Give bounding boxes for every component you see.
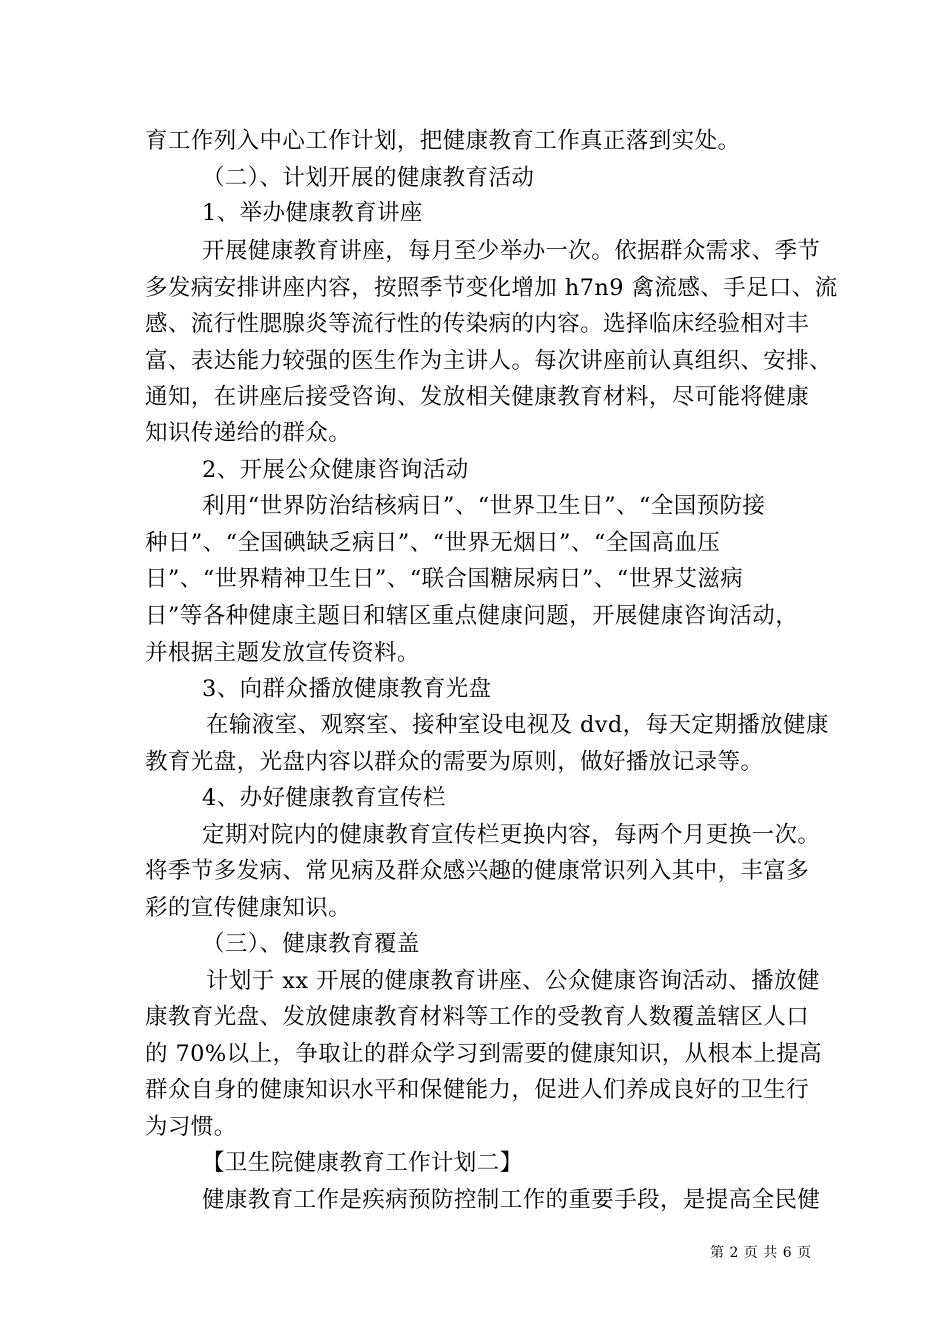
text-line: 感、流行性腮腺炎等流行性的传染病的内容。选择临床经验相对丰 (145, 311, 810, 337)
section-heading: （二）、计划开展的健康教育活动 (202, 165, 535, 191)
text-line: 计划于 xx 开展的健康教育讲座、公众健康咨询活动、播放健 (206, 968, 820, 994)
text-line: 种日”、“全国碘缺乏病日”、“世界无烟日”、“全国高血压 (145, 530, 721, 556)
subsection-heading: 4、办好健康教育宣传栏 (202, 785, 446, 811)
text-line: 教育光盘，光盘内容以群众的需要为原则，做好播放记录等。 (145, 749, 764, 775)
subsection-heading: 1、举办健康教育讲座 (202, 200, 423, 226)
text-line: 群众自身的健康知识水平和保健能力，促进人们养成良好的卫生行 (145, 1077, 810, 1103)
text-line: 定期对院内的健康教育宣传栏更换内容，每两个月更换一次。 (202, 822, 821, 848)
page-number-footer: 第 2 页 共 6 页 (710, 1245, 812, 1261)
subsection-heading: 3、向群众播放健康教育光盘 (202, 676, 492, 702)
text-line: 为习惯。 (145, 1114, 237, 1140)
text-line: 康教育光盘、发放健康教育材料等工作的受教育人数覆盖辖区人口 (145, 1004, 810, 1030)
text-line: 知识传递给的群众。 (145, 420, 352, 446)
text-line: 健康教育工作是疾病预防控制工作的重要手段，是提高全民健 (202, 1187, 821, 1213)
text-line: 育工作列入中心工作计划，把健康教育工作真正落到实处。 (145, 128, 741, 154)
text-line: 将季节多发病、常见病及群众感兴趣的健康常识列入其中，丰富多 (145, 858, 810, 884)
text-line: 利用“世界防治结核病日”、“世界卫生日”、“全国预防接 (202, 493, 766, 519)
text-line: 的 70%以上，争取让的群众学习到需要的健康知识，从根本上提高 (145, 1041, 823, 1067)
text-line: 开展健康教育讲座，每月至少举办一次。依据群众需求、季节 (202, 238, 821, 264)
text-line: 日”等各种健康主题日和辖区重点健康问题，开展健康咨询活动， (145, 603, 799, 629)
text-line: 通知，在讲座后接受咨询、发放相关健康教育材料，尽可能将健康 (145, 384, 810, 410)
text-line: 日”、“世界精神卫生日”、“联合国糖尿病日”、“世界艾滋病 (145, 566, 744, 592)
part-heading: 【卫生院健康教育工作计划二】 (202, 1150, 523, 1176)
text-line: 并根据主题发放宣传资料。 (145, 640, 420, 666)
text-line: 在输液室、观察室、接种室设电视及 dvd，每天定期播放健康 (206, 712, 829, 738)
text-line: 富、表达能力较强的医生作为主讲人。每次讲座前认真组织、安排、 (145, 348, 833, 374)
text-line: 多发病安排讲座内容，按照季节变化增加 h7n9 禽流感、手足口、流 (145, 275, 838, 301)
section-heading: （三）、健康教育覆盖 (202, 931, 420, 957)
subsection-heading: 2、开展公众健康咨询活动 (202, 457, 469, 483)
text-line: 彩的宣传健康知识。 (145, 895, 352, 921)
